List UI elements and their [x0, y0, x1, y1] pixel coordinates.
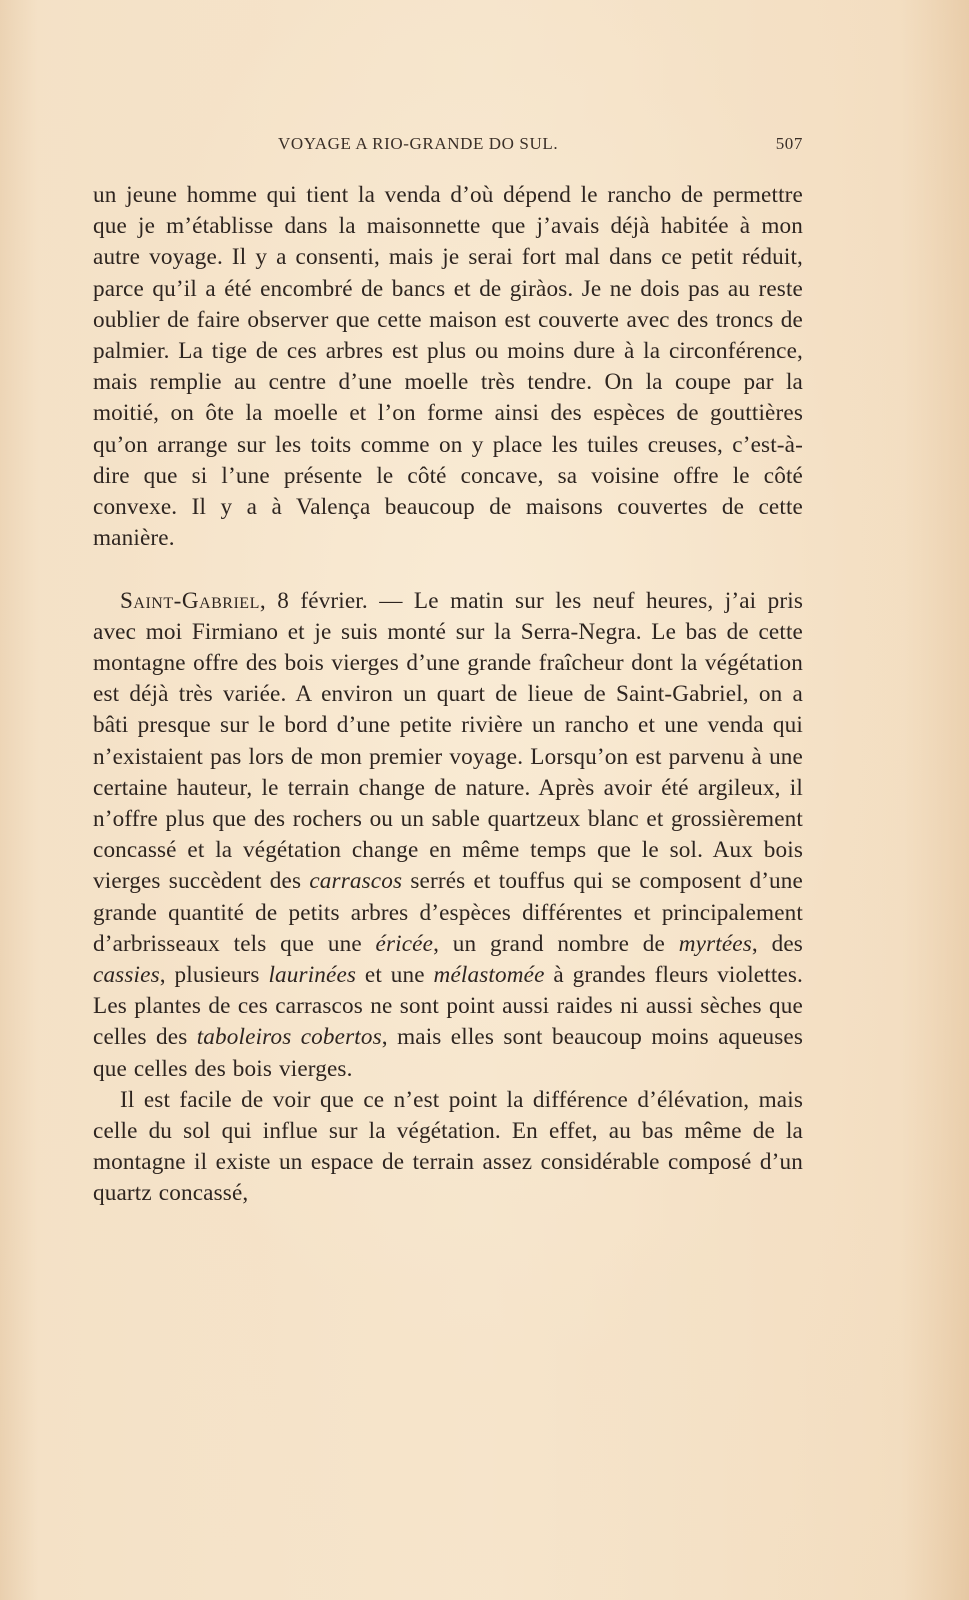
italic-term-cassies: cassies — [93, 962, 160, 989]
text-segment: , des — [751, 930, 803, 957]
paragraph-elevation — [93, 1085, 803, 1210]
text-segment: et une — [356, 962, 434, 989]
italic-term-ericee: éricée — [375, 930, 434, 957]
text-segment: un jeune homme qui tient la venda d’où dépend le rancho de permettre que je m’établisse dans la maisonnette que j’avais déjà habitée à mon autre voyage. Il y a consenti, mais je serai fort mal dans ce petit réduit, parce qu’il a été encombré de bancs et de giràos. Je ne dois pas au reste oublier de faire observer que cette maison est couverte avec des troncs de palmier. La tige de ces arbres est plus ou moins dure à la circonférence, mais remplie au centre d’une moelle très tendre. On la coupe par la moitié, on ôte la moelle et l’on forme ainsi des espèces de gouttières qu’on arrange sur les toits comme on y place les tuiles creuses, c’est-à-dire que si l’une présente le côté concave, sa voisine offre le côté convexe. Il y a à Valença beaucoup de maisons couvertes de cette manière. — [93, 182, 803, 552]
italic-term-taboleiros-cobertos: taboleiros cobertos — [196, 1024, 382, 1051]
italic-term-melastomee: mélastomée — [433, 962, 545, 989]
paragraph-continuation — [93, 180, 803, 554]
text-segment: à grandes fleurs violettes. Les plantes de ces carrascos ne sont point aussi raides ni aussi sèches que celles des — [93, 962, 803, 1051]
text-segment: , un grand nombre de — [433, 930, 679, 957]
text-segment: , 8 février. — Le matin sur les neuf heures, j’ai pris avec moi Firmiano et je suis monté sur la Serra-Negra. Le bas de cette montagne offre des bois vierges d’une grande fraîcheur dont la végétation est déjà très variée. A environ un quart de lieue de Saint-Gabriel, on a bâti presque sur le bord d’une petite rivière un rancho et une venda qui n’existaient pas lors de mon premier voyage. Lorsqu’on est parvenu à une certaine hauteur, le terrain change de nature. Après avoir été argileux, il n’offre plus que des rochers ou un sable quartzeux blanc et grossièrement concassé et la végétation change en même temps que le sol. Aux bois vierges succèdent des — [93, 587, 803, 895]
text-segment: Il est facile de voir que ce n’est point la différence d’élévation, mais celle du sol qui influe sur la végétation. En effet, au bas même de la montagne il existe un espace de terrain assez considérable composé d’un quartz concassé, — [93, 1086, 803, 1207]
page-number: 507 — [775, 134, 803, 153]
italic-term-myrtees: myrtées — [678, 930, 752, 957]
italic-term-carrascos: carrascos — [309, 868, 403, 895]
text-segment: , plusieurs — [159, 962, 269, 989]
running-head — [93, 134, 803, 158]
paragraph-saint-gabriel-entry — [93, 586, 803, 1085]
place-name-smallcaps: Saint-Gabriel — [120, 587, 260, 614]
italic-term-laurinees: laurinées — [268, 962, 357, 989]
text-segment: serrés et touffus qui se composent d’une grande quantité de petits arbres d’espèces différentes et principalement d’arbrisseaux tels que une — [93, 868, 803, 957]
text-segment: , mais elles sont beaucoup moins aqueuses que celles des bois vierges. — [93, 1024, 804, 1082]
running-title: VOYAGE A RIO-GRANDE DO SUL. — [278, 134, 559, 153]
body-text — [93, 180, 803, 1210]
